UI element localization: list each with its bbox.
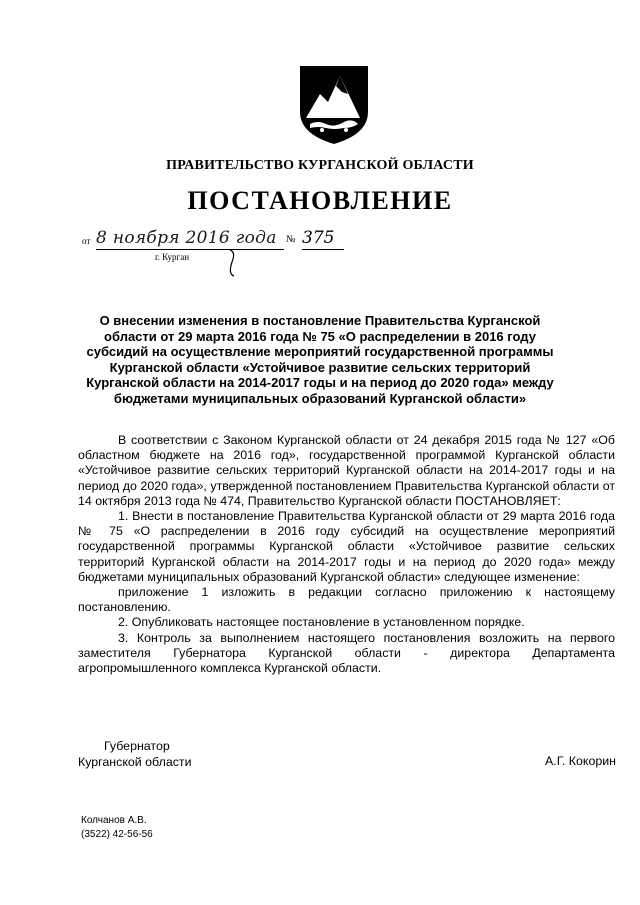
signatory-position-line1: Губернатор (104, 739, 170, 753)
document-subject: О внесении изменения в постановление Правительства Курганской области от 29 марта 2016 года № 75 «О распределении в 2016 году субсидий на осуществление мероприятий государственной программы Курганской области «Устойчивое развитие сельских территорий Курганской области на 2014-2017 годы и на период до 2020 года» между бюджетами муниципальных образований Курганской области» (86, 313, 554, 406)
date-prefix: от (82, 236, 91, 246)
document-title: ПОСТАНОВЛЕНИЕ (187, 186, 453, 215)
executor-info (81, 814, 153, 842)
body-paragraph: 1. Внести в постановление Правительства Курганской области от 29 марта 2016 года № 75 «О распределении в 2016 году субсидий на осуществление мероприятий государственной программы Курганской области «Устойчивое развитие сельских территорий Курганской области на 2014-2017 годы и на период до 2020 года» между бюджетами муниципальных образований Курганской области» следующее изменение: (78, 509, 615, 584)
body-paragraph: приложение 1 изложить в редакции согласно приложению к настоящему постановлению. (78, 585, 615, 615)
document-city: г. Курган (155, 252, 190, 262)
document-number: 375 (302, 228, 344, 250)
body-paragraph: 3. Контроль за выполнением настоящего постановления возложить на первого заместителя Губернатора Курганской области - директора Департамента агропромышленного комплекса Курганской области. (78, 630, 615, 676)
document-body (78, 433, 615, 676)
document-meta (0, 228, 640, 278)
signatory-position-line2: Курганской области (78, 754, 192, 769)
organization-name: ПРАВИТЕЛЬСТВО КУРГАНСКОЙ ОБЛАСТИ (166, 158, 474, 173)
signatory-name: А.Г. Кокорин (544, 754, 616, 768)
executor-phone: (3522) 42-56-56 (81, 829, 153, 840)
executor-name: Колчанов А.В. (81, 815, 147, 826)
coat-of-arms-emblem (296, 62, 372, 146)
handwritten-mark (224, 248, 240, 278)
body-paragraph: 2. Опубликовать настоящее постановление в установленном порядке. (118, 615, 525, 630)
document-date: 8 ноября 2016 года (96, 228, 284, 250)
signatory-position (78, 739, 192, 770)
number-sign: № (286, 234, 296, 245)
body-paragraph: В соответствии с Законом Курганской области от 24 декабря 2015 года № 127 «Об областном бюджете на 2016 год», государственной программой Курганской области «Устойчивое развитие сельских территорий Курганской области на 2014-2017 годы и на период до 2020 года», утвержденной постановлением Правительства Курганской области от 14 октября 2013 года № 474, Правительство Курганской области ПОСТАНОВЛЯЕТ: (78, 433, 615, 508)
